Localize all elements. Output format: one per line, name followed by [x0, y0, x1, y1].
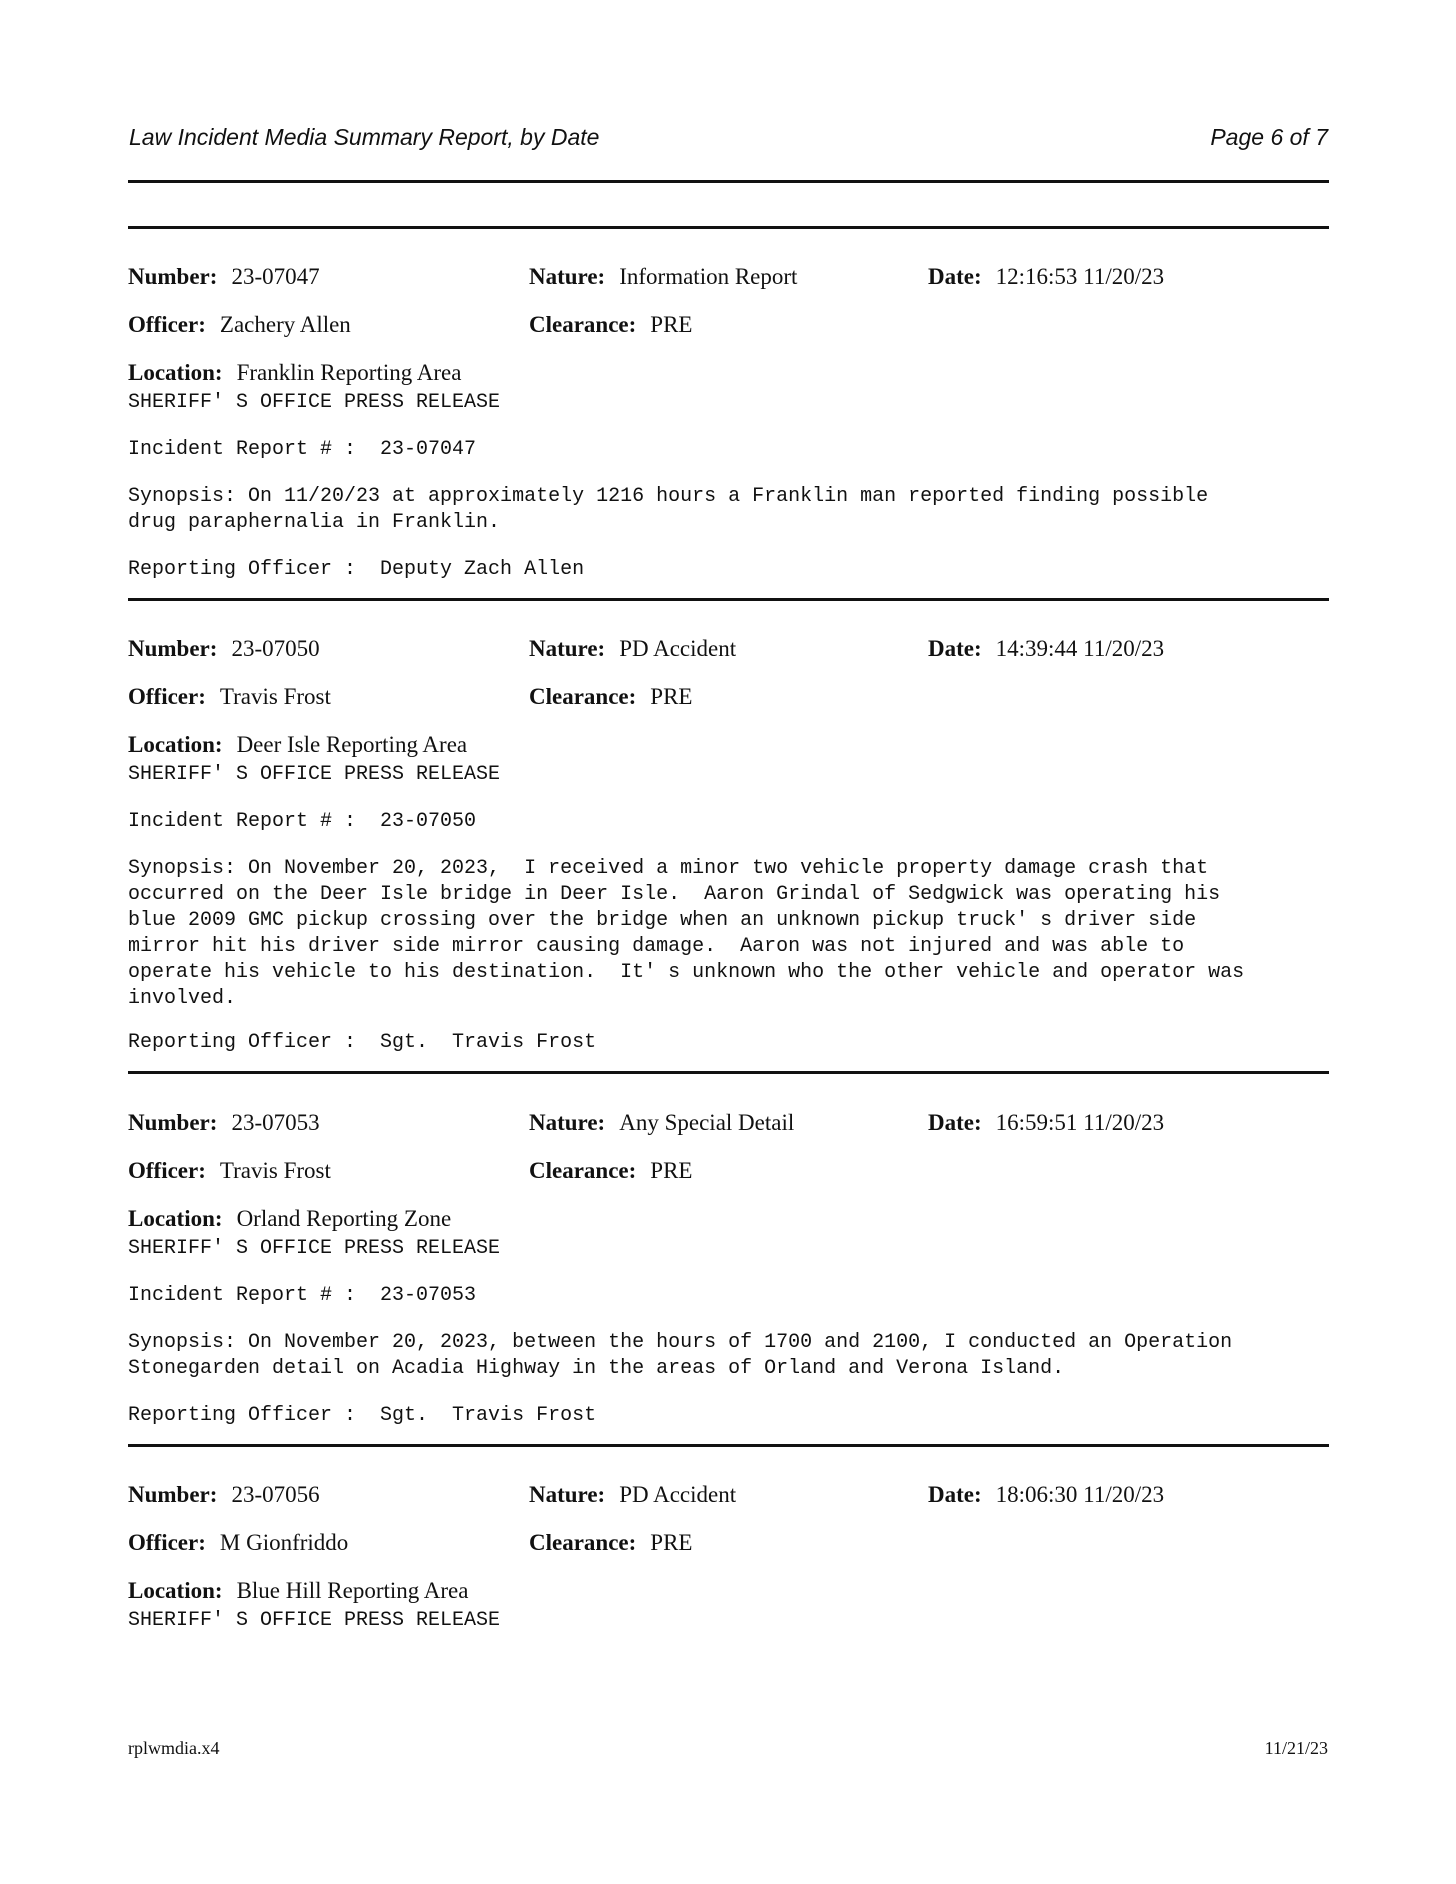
incident-clearance: PRE: [650, 312, 693, 337]
press-release-line: SHERIFF' S OFFICE PRESS RELEASE: [128, 391, 501, 414]
number-field: Number: 23-07047: [128, 264, 320, 289]
clearance-field: Clearance: PRE: [529, 1530, 693, 1555]
incident-clearance: PRE: [650, 684, 693, 709]
incident-report-line: Incident Report # : 23-07047: [128, 438, 477, 461]
press-release-line: SHERIFF' S OFFICE PRESS RELEASE: [128, 1237, 501, 1260]
nature-field: Nature: Any Special Detail: [529, 1110, 795, 1135]
press-release-line: SHERIFF' S OFFICE PRESS RELEASE: [128, 763, 501, 786]
incident-location: Orland Reporting Zone: [236, 1206, 452, 1231]
report-title: Law Incident Media Summary Report, by Date: [129, 124, 600, 150]
number-field: Number: 23-07050: [128, 636, 320, 661]
incident-report-line: Incident Report # : 23-07050: [128, 810, 477, 833]
incident-number: 23-07053: [231, 1110, 320, 1135]
incident-location: Deer Isle Reporting Area: [236, 732, 468, 757]
synopsis-text: Synopsis: On November 20, 2023, I received a minor two vehicle property damage crash that occurred on the Deer Isle bridge in Deer Isle. Aaron Grindal of Sedgwick was operating his blue 2009 GMC pickup crossing over the bridge when an unknown pickup truck' s driver side mirror hit his driver side mirror causing damage. Aaron was not injured and was able to operate his vehicle to his destination. It' s unknown who the other vehicle and operator was involved.: [128, 857, 1245, 1010]
footer-report-code: rplwmdia.x4: [128, 1738, 220, 1758]
incident-date: 16:59:51 11/20/23: [995, 1110, 1165, 1135]
incident-nature: PD Accident: [619, 1482, 737, 1507]
officer-field: Officer: Travis Frost: [128, 684, 331, 709]
incident-officer: Zachery Allen: [219, 312, 351, 337]
nature-field: Nature: PD Accident: [529, 636, 737, 661]
incident-date: 18:06:30 11/20/23: [995, 1482, 1165, 1507]
synopsis-text: Synopsis: On 11/20/23 at approximately 1216 hours a Franklin man reported finding possible drug paraphernalia in Franklin.: [128, 485, 1209, 534]
nature-field: Nature: PD Accident: [529, 1482, 737, 1507]
synopsis-text: Synopsis: On November 20, 2023, between the hours of 1700 and 2100, I conducted an Operation Stonegarden detail on Acadia Highway in the areas of Orland and Verona Island.: [128, 1331, 1233, 1380]
location-field: Location: Orland Reporting Zone: [128, 1206, 452, 1231]
number-field: Number: 23-07056: [128, 1482, 320, 1507]
footer-print-date: 11/21/23: [1264, 1738, 1328, 1758]
reporting-officer-line: Reporting Officer : Sgt. Travis Frost: [128, 1404, 597, 1427]
reporting-officer-line: Reporting Officer : Sgt. Travis Frost: [128, 1031, 597, 1054]
incident-nature: Any Special Detail: [619, 1110, 795, 1135]
incident-number: 23-07047: [231, 264, 320, 289]
officer-field: Officer: Travis Frost: [128, 1158, 331, 1183]
press-release-line: SHERIFF' S OFFICE PRESS RELEASE: [128, 1609, 501, 1632]
incident-number: 23-07056: [231, 1482, 320, 1507]
incident-nature: Information Report: [619, 264, 798, 289]
date-field: Date: 14:39:44 11/20/23: [928, 636, 1165, 661]
incident-date: 14:39:44 11/20/23: [995, 636, 1165, 661]
incident-date: 12:16:53 11/20/23: [995, 264, 1165, 289]
incident-officer: Travis Frost: [219, 1158, 331, 1183]
date-field: Date: 18:06:30 11/20/23: [928, 1482, 1165, 1507]
header-rule-top: [128, 180, 1329, 183]
incident-location: Franklin Reporting Area: [236, 360, 462, 385]
incident-divider: [128, 598, 1329, 601]
officer-field: Officer: Zachery Allen: [128, 312, 351, 337]
officer-field: Officer: M Gionfriddo: [128, 1530, 349, 1555]
incident-clearance: PRE: [650, 1530, 693, 1555]
incident-officer: Travis Frost: [219, 684, 331, 709]
incident-nature: PD Accident: [619, 636, 737, 661]
location-field: Location: Blue Hill Reporting Area: [128, 1578, 469, 1603]
page-number: Page 6 of 7: [1210, 124, 1328, 150]
incident-report-line: Incident Report # : 23-07053: [128, 1284, 477, 1307]
location-field: Location: Deer Isle Reporting Area: [128, 732, 468, 757]
clearance-field: Clearance: PRE: [529, 1158, 693, 1183]
clearance-field: Clearance: PRE: [529, 684, 693, 709]
header-rule-bottom: [128, 226, 1329, 229]
location-field: Location: Franklin Reporting Area: [128, 360, 462, 385]
incident-officer: M Gionfriddo: [219, 1530, 349, 1555]
reporting-officer-line: Reporting Officer : Deputy Zach Allen: [128, 558, 585, 581]
incident-divider: [128, 1071, 1329, 1074]
clearance-field: Clearance: PRE: [529, 312, 693, 337]
incident-divider: [128, 1444, 1329, 1447]
date-field: Date: 16:59:51 11/20/23: [928, 1110, 1165, 1135]
date-field: Date: 12:16:53 11/20/23: [928, 264, 1165, 289]
incident-location: Blue Hill Reporting Area: [236, 1578, 469, 1603]
number-field: Number: 23-07053: [128, 1110, 320, 1135]
incident-number: 23-07050: [231, 636, 320, 661]
incident-clearance: PRE: [650, 1158, 693, 1183]
nature-field: Nature: Information Report: [529, 264, 798, 289]
